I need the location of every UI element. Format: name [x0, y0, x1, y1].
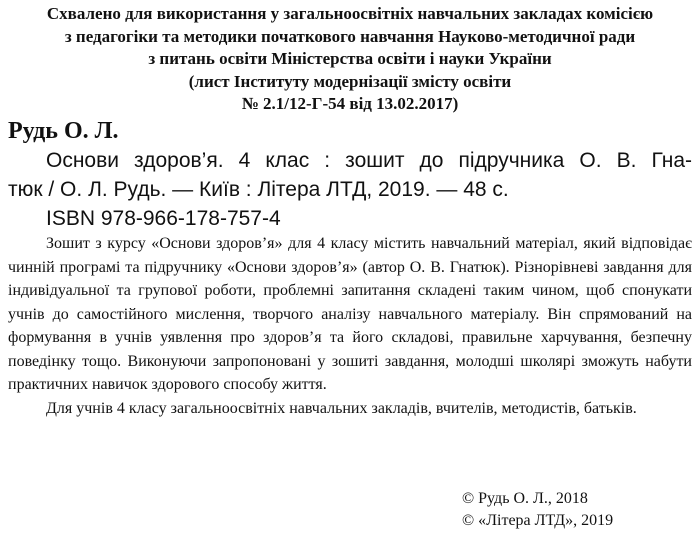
approval-line: Схвалено для використання у загальноосвітніх навчальних закладах комісією: [46, 4, 654, 23]
abstract: [8, 232, 692, 420]
audience-paragraph: Для учнів 4 класу загальноосвітніх навчальних закладів, вчителів, методистів, батьків.: [46, 399, 637, 417]
isbn: ISBN 978-966-178-757-4: [46, 207, 281, 230]
copyright-block: [462, 488, 613, 532]
approval-line: № 2.1/12-Г-54 від 13.02.2017): [241, 94, 459, 113]
copyright-publisher: © «Літера ЛТД», 2019: [462, 512, 614, 529]
approval-line: з питань освіти Міністерства освіти і науки України: [148, 49, 552, 68]
author-heading: Рудь О. Л.: [8, 118, 119, 144]
approval-line: з педагогіки та методики початкового навчання Науково-методичної ради: [64, 26, 636, 46]
approval-notice: [0, 3, 700, 116]
catalog-entry: [8, 146, 692, 233]
approval-line: (лист Інституту модернізації змісту освіти: [188, 71, 512, 91]
catalog-title-line: Основи здоров’я. 4 клас : зошит до підручника О. В. Гна-: [46, 149, 692, 172]
catalog-publisher-line: тюк / О. Л. Рудь. — Київ : Літера ЛТД, 2019. — 48 с.: [8, 178, 509, 201]
copyright-author: © Рудь О. Л., 2018: [462, 490, 588, 507]
abstract-paragraph: Зошит з курсу «Основи здоров’я» для 4 класу містить навчальний матеріал, який відповідає чинній програмі та підручнику «Основи здоров’я» (автор О. В. Гнатюк). Різнорівневі завдання для індивідуальної та групової роботи, проблемні запитання складені таким чином, щоб спонукати учнів до самостійного мислення, творчого аналізу навчального матеріалу. Він спрямований на формування в учнів уявлення про здоров’я та його складові, правильне харчування, безпечну поведінку тощо. Виконуючи запропоновані у зошиті завдання, молодші школярі зможуть набути практичних навичок здорового способу життя.: [8, 235, 692, 393]
